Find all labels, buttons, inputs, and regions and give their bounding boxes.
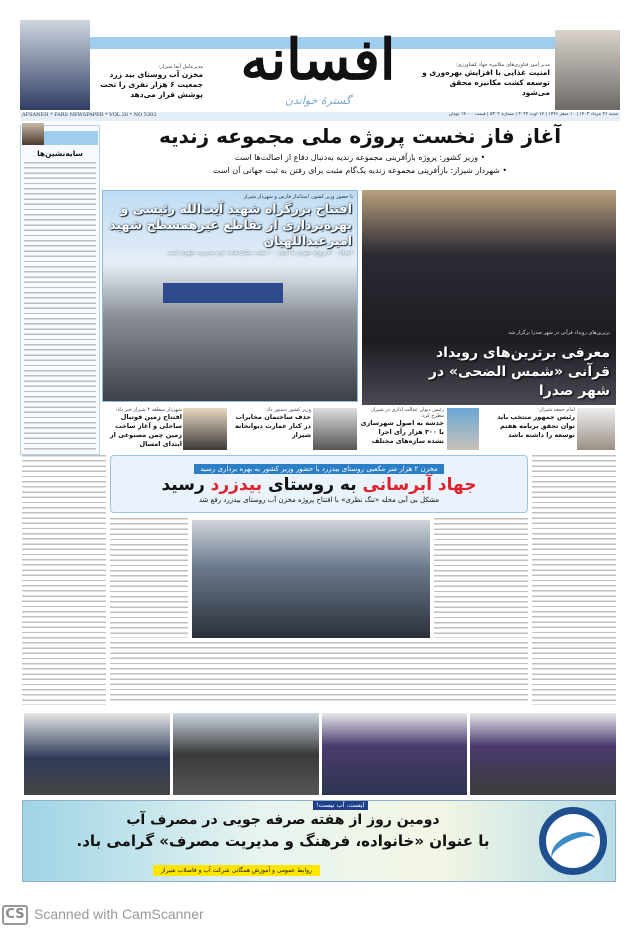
photo-1 [24, 713, 170, 795]
logo-tagline: گسترهٔ خواندن [284, 94, 352, 107]
brief-1-title: رئیس جمهور منتخب باید توان تحقق برنامه هفتم توسعه را داشته باشد [497, 413, 575, 439]
photo-row [24, 713, 616, 795]
brief-1-photo [577, 408, 615, 450]
brief-4-photo [183, 408, 227, 450]
brief-3[interactable] [233, 407, 311, 440]
brief-4[interactable] [102, 407, 182, 449]
story-right-caption: برترین‌های رویداد قرآنی در شهر صدرا برگزار شد [508, 330, 610, 336]
photo-3 [322, 713, 468, 795]
photo-4 [470, 713, 616, 795]
teaser-left-title: مخزن آب روستای بید زرد جمعیت ۶ هزار نفری را تحت پوشش قرار می‌دهد [100, 70, 203, 99]
lead-headline[interactable]: آغاز فاز نخست پروژه ملی مجموعه زندیه [158, 124, 562, 148]
ribbon-banner [163, 283, 283, 303]
story-left[interactable] [102, 190, 358, 402]
columnist-bar [44, 131, 98, 145]
teaser-right[interactable] [420, 62, 550, 98]
story-left-sub: اجرای ۵۰۰ پروژه شهری با اعتبار ۱۰۰ همت نشان‌دهنده عزم مدیریت شهری است [167, 250, 352, 256]
main-story-title [111, 475, 527, 496]
teaser-right-title: امنیت غذایی با افزایش بهره‌وری و توسعه کشت مکانیزه محقق می‌شود [422, 68, 550, 97]
main-story-sub: مشکل بی آبی محله «تنگ نظری» با افتتاح پروژه مخزن آب روستای بیدزرد رفع شد [198, 496, 440, 504]
info-right: شنبه ۲۶ مرداد ۱۴۰۳ | ۱۰ صفر ۱۴۴۶ | ۱۷ اوت ۲۰۲۴ | شماره ۵۳۰۲ | قیمت ۱۴۰۰۰ تومان [448, 112, 618, 117]
camscanner-badge: CS [2, 905, 28, 925]
left-column-text [22, 455, 106, 705]
brief-2-label: رئیس دیوان عدالت اداری در شیراز مطرح کرد: [371, 407, 444, 419]
title-black-2: رسید [161, 475, 211, 495]
teaser-right-photo [555, 30, 620, 110]
brief-3-photo [313, 408, 357, 450]
story-text-top-right [434, 518, 528, 638]
columnist-photo [22, 123, 44, 145]
column-body [24, 162, 96, 452]
main-story-kicker: مخزن ۲ هزار متر مکعبی روستای بیدزرد با حضور وزیر کشور به بهره برداری رسید [194, 464, 444, 474]
water-utility-logo-icon [539, 807, 607, 875]
story-left-kicker: با حضور وزیر کشور، استاندار فارس و شهردار شیراز [243, 194, 353, 200]
ad-footer: روابط عمومی و آموزش همگانی شرکت آب و فاضلاب شیراز [153, 865, 320, 876]
teaser-right-label: مدیر امور فناوری‌های مکانیزه جهاد کشاورزی: [455, 62, 550, 68]
title-red-2: بیدزرد [210, 475, 263, 495]
story-right-title: معرفی برترین‌های رویداد قرآنی «شمس الضحی» در شهر صدرا [428, 345, 610, 399]
story-text-top-left [110, 518, 188, 638]
ad-line-1: دومین روز از هفته صرفه جویی در مصرف آب [126, 812, 440, 828]
camscanner-text: Scanned with CamScanner [34, 906, 204, 922]
brief-3-label: وزیر کشور دستور داد: [264, 407, 311, 413]
ad-label: ایست، آب نیست! [313, 801, 368, 810]
story-text-bottom [110, 642, 528, 704]
brief-1-label: امام جمعه شیراز: [538, 407, 575, 413]
brief-2-photo [447, 408, 479, 450]
lead-bullet-2-text: شهردار شیراز: بازآفرینی مجموعه زندیه یک‌گام مثبت برای رفتن به ثبت جهانی آن است [212, 166, 500, 175]
story-right[interactable] [362, 190, 616, 405]
brief-1[interactable] [493, 407, 575, 440]
column-title: سایه‌نشین‌ها [37, 149, 83, 158]
main-story-photo [192, 520, 430, 638]
teaser-left-label: مدیرعامل آبفا شیراز: [158, 64, 203, 70]
brief-3-title: حذف ساختمان مخابرات در کنار عمارت دیوانخانه شیراز [234, 413, 311, 439]
main-story-banner[interactable] [110, 455, 528, 513]
teaser-left-photo [20, 20, 90, 110]
photo-2 [173, 713, 319, 795]
ad-line-2: با عنوان «خانواده، فرهنگ و مدیریت مصرف» گرامی باد. [76, 832, 490, 850]
story-left-title: افتتاح بزرگراه شهید آیت‌الله رئیسی و بهره‌برداری از تقاطع غیرهمسطح شهید امیرعبداللهیان [109, 201, 352, 248]
lead-bullet-1-text: وزیر کشور: پروژه بازآفرینی مجموعه زندیه به‌دنبال دفاع از اصالت‌ها است [234, 153, 478, 162]
water-ad[interactable] [22, 800, 616, 882]
title-red-1: جهاد آبرسانی [362, 475, 477, 495]
brief-2-title: خدشه به اصول شهرسازی با ۳۰۰ هزار رأی اجرا نشده سازه‌های مختلف [360, 419, 444, 445]
right-column-text [532, 455, 616, 705]
teaser-left[interactable] [95, 64, 203, 100]
brief-4-label: شهردار منطقه ۴ شیراز خبر داد: [115, 407, 182, 413]
info-left: AFSANEH * FARS NEWSPAPER * VOL.20 * NO 5302 [22, 112, 157, 118]
lead-bullet-1: • وزیر کشور: پروژه بازآفرینی مجموعه زندیه به‌دنبال دفاع از اصالت‌ها است [234, 153, 486, 162]
brief-4-title: افتتاح زمین فوتبال ساحلی و آغاز ساخت زمین چمن مصنوعی از ابتدای امسال [109, 413, 182, 448]
newspaper-logo [228, 26, 408, 112]
lead-bullet-2: • شهردار شیراز: بازآفرینی مجموعه زندیه یک‌گام مثبت برای رفتن به ثبت جهانی آن است [212, 166, 508, 175]
title-black-1: به روستای [262, 475, 363, 495]
brief-2[interactable] [360, 407, 444, 446]
logo-text: افسانه [240, 27, 396, 93]
